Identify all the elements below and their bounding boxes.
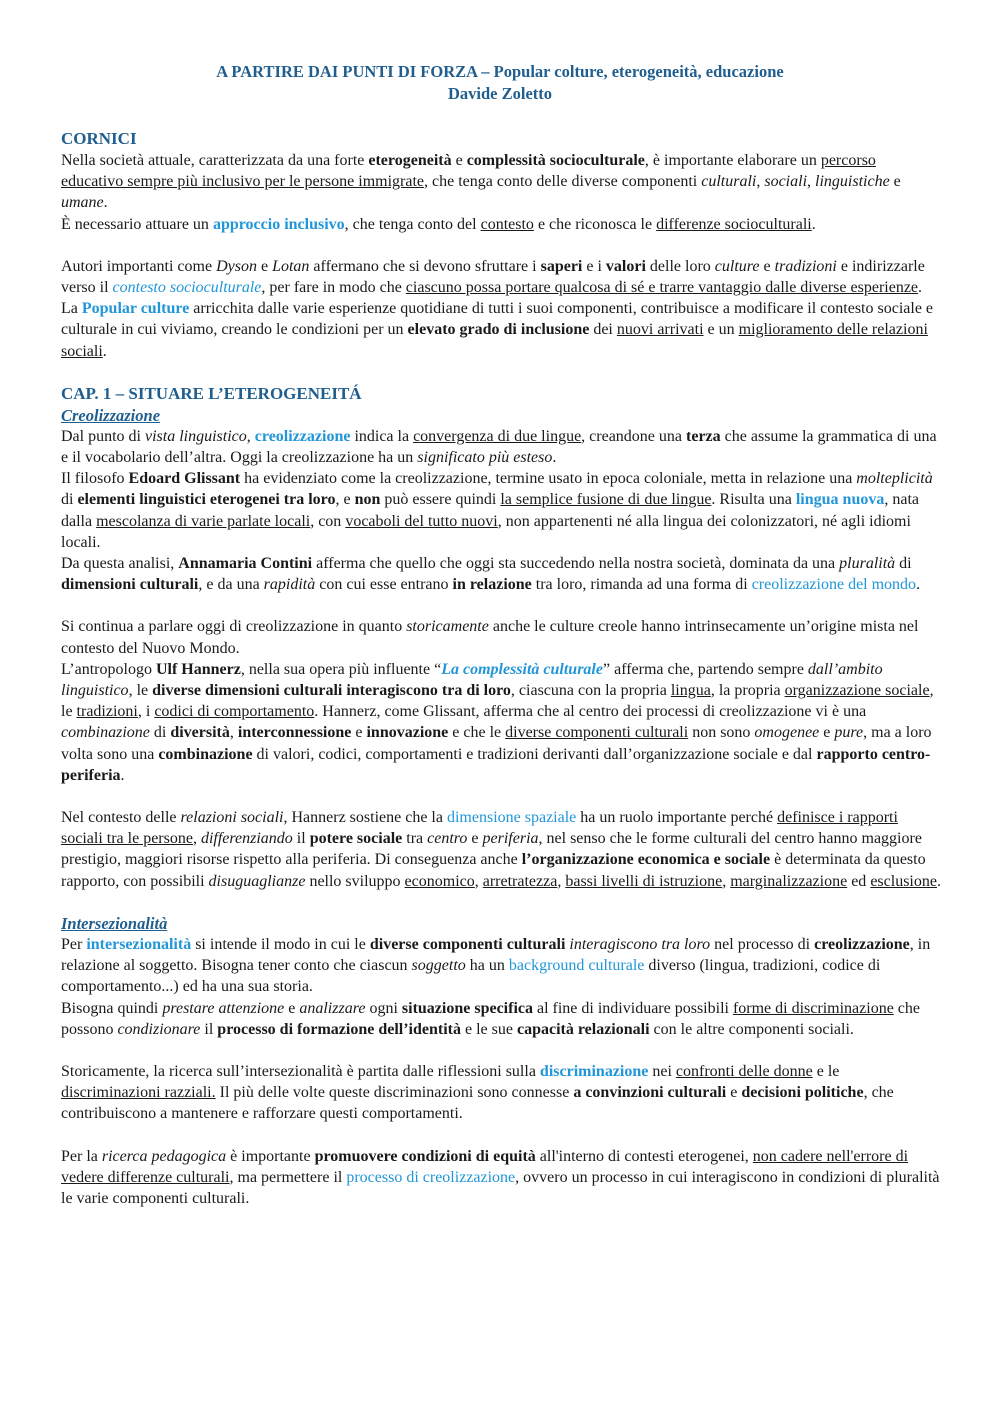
text: Nella società attuale, caratterizzata da una forte: [61, 152, 369, 169]
text: tradizioni: [774, 257, 837, 275]
text: e: [256, 257, 273, 275]
text: Il filosofo: [61, 470, 129, 488]
subheading-creolizzazione: Creolizzazione: [61, 405, 161, 425]
text: il: [292, 830, 310, 848]
text: , nella sua opera più influente “: [240, 660, 442, 678]
text: . Hannerz, come Glissant, afferma che al centro dei processi di creolizzazione vi è una: [314, 703, 867, 721]
text: rapporto centro-periferia: [61, 745, 931, 784]
text: soggetto: [411, 957, 466, 975]
paragraph: [61, 1146, 941, 1210]
text: e: [467, 830, 483, 848]
paragraph: [61, 214, 941, 235]
text: e i: [582, 257, 606, 275]
text: condizionare: [117, 1020, 201, 1038]
text: forme di discriminazione: [732, 999, 894, 1017]
text: , creandone una: [581, 427, 687, 445]
text: delle loro: [645, 257, 715, 275]
paragraph: [61, 553, 941, 595]
text: .: [936, 872, 941, 890]
text: potere sociale: [309, 830, 403, 848]
text: .: [103, 194, 108, 212]
text: centro: [427, 830, 468, 848]
text: ed: [847, 872, 871, 890]
text: e: [284, 999, 300, 1017]
text: , in relazione al soggetto. Bisogna tener conto che ciascun: [61, 935, 931, 975]
text: arretratezza: [482, 872, 558, 890]
text: e che le: [448, 724, 506, 742]
text: .: [552, 449, 557, 467]
text: definisce i rapporti sociali tra le persone: [61, 809, 898, 848]
text: Dal punto di: [61, 427, 145, 445]
text: nuovi arrivati: [616, 321, 704, 339]
text: nei: [648, 1062, 676, 1080]
document-author: Davide Zoletto: [447, 84, 553, 103]
text: umane: [61, 194, 104, 212]
text: dimensione spaziale: [446, 809, 577, 827]
document-title: [0, 61, 1000, 83]
paragraph: [61, 1061, 941, 1125]
text: ,: [246, 427, 255, 445]
text: elementi linguistici eterogenei tra loro: [77, 491, 336, 509]
text: , ma a loro volta sono una: [61, 724, 932, 763]
text: diverso (lingua, tradizioni, codice di comportamento...) ed ha una sua storia.: [61, 957, 881, 996]
text: , Hannerz sostiene che la: [283, 809, 447, 827]
text: processo di creolizzazione: [346, 1168, 516, 1186]
text: linguistiche: [815, 173, 890, 191]
section-heading-cornici: CORNICI: [61, 129, 137, 148]
text: ,: [474, 872, 483, 890]
text: discriminazioni razziali.: [61, 1084, 216, 1102]
text: approccio inclusivo: [212, 215, 345, 233]
text: sociali: [764, 173, 808, 191]
text: .: [811, 215, 816, 233]
text: e: [451, 152, 467, 169]
text: , che tenga conto del: [344, 215, 481, 233]
text: esclusione: [870, 872, 937, 890]
text: ,: [807, 173, 816, 191]
paragraph: [61, 807, 941, 892]
text: tradizioni: [76, 703, 138, 721]
text: differenziando: [200, 830, 293, 848]
text: lingua: [670, 682, 711, 700]
text: l’organizzazione economica e sociale: [521, 851, 771, 869]
text: diversità: [170, 724, 230, 742]
text: diverse dimensioni culturali interagiscono tra di loro: [152, 682, 511, 700]
text: , che tenga conto delle diverse componenti: [424, 173, 702, 191]
text: confronti delle donne: [675, 1062, 813, 1080]
text: ogni: [365, 999, 402, 1017]
text: creolizzazione: [814, 935, 910, 953]
text: Autori importanti come: [61, 257, 217, 275]
text: vocaboli del tutto nuovi: [345, 512, 498, 530]
text: e: [889, 173, 901, 191]
text: , le: [61, 682, 934, 721]
text: ha evidenziato come la creolizzazione, termine usato in epoca coloniale, metta in relazione una: [240, 470, 857, 488]
text: marginalizzazione: [730, 872, 848, 890]
text: interagiscono tra loro: [569, 935, 711, 953]
text: omogenee: [754, 724, 820, 742]
text: mescolanza di varie parlate locali: [96, 512, 311, 530]
text: situazione specifica: [401, 999, 533, 1017]
text: ,: [229, 724, 238, 742]
document-body: [61, 128, 941, 1209]
text: e: [726, 1084, 742, 1102]
text: ha un: [465, 957, 509, 975]
text: elevato grado di inclusione: [407, 321, 590, 339]
text: combinazione: [61, 724, 150, 742]
text: .: [916, 576, 921, 594]
text: . Risulta una: [711, 491, 796, 509]
paragraph: [61, 616, 941, 658]
text: con cui esse entrano: [315, 576, 453, 594]
text: di: [61, 491, 78, 509]
text: combinazione: [158, 745, 253, 763]
text: periferia: [482, 830, 539, 848]
text: , nata dalla: [61, 491, 919, 530]
text: e le sue: [460, 1020, 517, 1038]
text: e un: [703, 321, 739, 339]
text: differenze socioculturali: [656, 215, 812, 233]
text: , che contribuiscono a mantenere e rafforzare questi comportamenti.: [61, 1084, 894, 1123]
document-header: [0, 61, 1000, 105]
text: intersezionalità: [86, 935, 192, 953]
text: percorso educativo sempre più inclusivo per le persone immigrate: [61, 152, 876, 191]
text: culture: [714, 257, 760, 275]
text: e: [759, 257, 775, 275]
text: di: [149, 724, 171, 742]
text: decisioni politiche: [741, 1084, 864, 1102]
text: non: [354, 491, 381, 509]
text: anche le culture creole hanno intrinsecamente un’origine mista nel contesto del Nuovo Mondo.: [61, 618, 919, 657]
text: L’antropologo: [61, 660, 156, 678]
text: , per fare in modo che: [261, 279, 406, 297]
text: ha un ruolo importante perché: [576, 809, 778, 827]
text: vista linguistico: [145, 427, 247, 445]
text: creolizzazione: [254, 427, 351, 445]
text: , ovvero un processo in cui interagiscono in condizioni di pluralità le varie componenti culturali.: [61, 1168, 940, 1207]
text: , non appartenenti né alla lingua dei colonizzatori, né agli idiomi locali.: [61, 512, 911, 551]
text: , e da una: [198, 576, 264, 594]
text: all'interno di contesti eterogenei,: [535, 1147, 753, 1165]
text: è importante: [226, 1147, 315, 1165]
text: Per: [61, 935, 87, 953]
text: ,: [722, 872, 731, 890]
text: promuovere condizioni di equità: [314, 1147, 536, 1165]
text: può essere quindi: [380, 491, 501, 509]
text: Da questa analisi,: [61, 555, 179, 573]
text: che possono: [61, 999, 920, 1038]
text: terza: [686, 427, 721, 445]
text: codici di comportamento: [154, 703, 315, 721]
text: dall’ambito linguistico: [61, 660, 883, 700]
text: nel processo di: [710, 935, 815, 953]
text: , i: [137, 703, 155, 721]
text: Annamaria Contini: [178, 555, 313, 573]
text: afferma che quello che oggi sta succedendo nella nostra società, dominata da una: [312, 555, 840, 573]
text: diverse componenti culturali: [369, 935, 566, 953]
text: è determinata da questo rapporto, con possibili: [61, 851, 926, 890]
text: Si continua a parlare oggi di creolizzazione in quanto: [61, 618, 407, 636]
text: .: [102, 342, 107, 360]
text: , la propria: [710, 682, 785, 700]
text: , ciascuna con la propria: [510, 682, 671, 700]
text: Per la: [61, 1147, 102, 1165]
text: rapidità: [263, 576, 316, 594]
title-suffix: Popular colture, eterogeneità, educazione: [489, 62, 784, 81]
text: saperi: [540, 257, 583, 275]
text: Ulf Hannerz: [155, 660, 241, 678]
text: relazioni sociali: [180, 809, 284, 827]
text: , le: [128, 682, 153, 700]
text: interconnessione: [237, 724, 352, 742]
text: ,: [756, 173, 765, 191]
text: di: [895, 555, 912, 573]
text: e: [351, 724, 367, 742]
paragraph: [61, 150, 941, 214]
text: indica la: [350, 427, 414, 445]
text: diverse componenti culturali: [505, 724, 689, 742]
text: al fine di individuare possibili: [532, 999, 733, 1017]
text: capacità relazionali: [516, 1020, 650, 1038]
text: La complessità culturale: [441, 660, 603, 678]
text: background culturale: [508, 957, 645, 975]
text: Edoard Glissant: [128, 470, 241, 488]
text: molteplicità: [856, 470, 933, 488]
text: analizzare: [299, 999, 366, 1017]
text: ricerca pedagogica: [101, 1147, 227, 1165]
text: che assume la grammatica di una e il vocabolario dell’altra. Oggi la creolizzazione ha un: [61, 427, 937, 467]
text: non sono: [688, 724, 755, 742]
text: valori: [605, 257, 646, 275]
text: di valori, codici, comportamenti e tradizioni derivanti dall’organizzazione sociale e dal: [252, 745, 817, 763]
text: processo di formazione dell’identità: [217, 1020, 461, 1038]
paragraph: [61, 998, 941, 1040]
text: culturali: [701, 173, 757, 191]
text: bassi livelli di istruzione: [565, 872, 723, 890]
text: discriminazione: [539, 1062, 649, 1080]
text: tra: [402, 830, 428, 848]
text: convergenza di due lingue: [413, 427, 582, 445]
paragraph: [61, 659, 941, 786]
text: contesto socioculturale: [112, 279, 262, 297]
text: non cadere nell'errore di vedere differenze culturali: [61, 1147, 909, 1186]
text: disuguaglianze: [208, 872, 306, 890]
text: , e: [335, 491, 355, 509]
text: la semplice fusione di due lingue: [500, 491, 712, 509]
text: ” afferma che, partendo sempre: [602, 660, 808, 678]
text: organizzazione sociale: [784, 682, 930, 700]
text: Popular culture: [81, 300, 190, 318]
text: si intende il modo in cui le: [191, 935, 370, 953]
text: complessità socioculturale: [466, 152, 645, 169]
text: e: [819, 724, 835, 742]
text: prestare attenzione: [162, 999, 285, 1017]
text: Nel contesto delle: [61, 809, 181, 827]
text: significato più esteso: [417, 449, 553, 467]
paragraph: [61, 426, 941, 468]
title-prefix: A PARTIRE DAI PUNTI DI FORZA –: [216, 62, 490, 81]
text: e che riconosca le: [533, 215, 657, 233]
text: eterogeneità: [368, 152, 452, 169]
section-heading-cap1: CAP. 1 – SITUARE L’ETEROGENEITÁ: [61, 383, 362, 403]
paragraph: [61, 934, 941, 998]
text: Storicamente, la ricerca sull’intersezionalità è partita dalle riflessioni sulla: [61, 1062, 540, 1080]
text: Il più delle volte queste discriminazioni sono connesse: [215, 1084, 574, 1102]
text: . La: [61, 279, 923, 318]
paragraph: [61, 468, 941, 553]
text: creolizzazione del mondo: [751, 576, 917, 594]
text: pluralità: [839, 555, 896, 573]
text: e indirizzarle verso il: [61, 257, 925, 297]
text: , con: [310, 512, 346, 530]
text: ciascuno possa portare qualcosa di sé e trarre vantaggio dalle diverse esperienze: [405, 279, 919, 297]
text: È necessario attuare un: [61, 215, 213, 233]
text: miglioramento delle relazioni sociali: [61, 321, 928, 360]
text: Bisogna quindi: [61, 999, 163, 1017]
text: e le: [812, 1062, 840, 1080]
text: Lotan: [272, 257, 310, 275]
text: pure: [834, 724, 864, 742]
text: ,: [557, 872, 566, 890]
text: tra loro, rimanda ad una forma di: [531, 576, 752, 594]
text: , è importante elaborare un: [644, 152, 821, 169]
text: il: [200, 1020, 218, 1038]
text: nello sviluppo: [305, 872, 405, 890]
text: dimensioni culturali: [61, 576, 199, 594]
text: contesto: [480, 215, 534, 233]
text: in relazione: [452, 576, 532, 594]
text: ,: [192, 830, 201, 848]
text: .: [120, 766, 125, 784]
text: con le altre componenti sociali.: [649, 1020, 854, 1038]
text: Dyson: [216, 257, 257, 275]
text: dei: [589, 321, 617, 339]
text: affermano che si devono sfruttare i: [309, 257, 541, 275]
text: lingua nuova: [795, 491, 885, 509]
text: a convinzioni culturali: [573, 1084, 727, 1102]
paragraph: [61, 256, 941, 362]
text: economico: [404, 872, 475, 890]
subheading-intersezionalita: Intersezionalità: [61, 913, 168, 933]
text: , nel senso che le forme culturali del centro hanno maggiore prestigio, maggiori risorse rispetto alla periferia. Di conseguenza anche: [61, 830, 922, 869]
text: storicamente: [406, 618, 489, 636]
text: innovazione: [366, 724, 449, 742]
text: arricchita dalle varie esperienze quotidiane di tutti i suoi componenti, contribuisce a modificare il contesto sociale e culturale in cui viviamo, creando le condizioni per un: [61, 300, 934, 339]
text: , ma permettere il: [229, 1168, 347, 1186]
